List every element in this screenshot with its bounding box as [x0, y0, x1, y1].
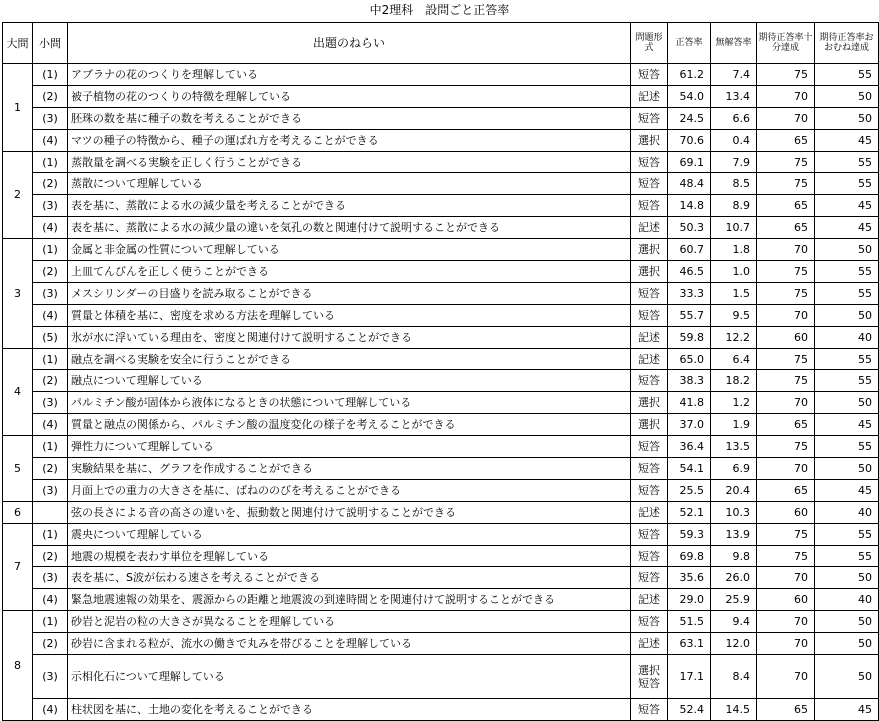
noanswer-rate-cell: 26.0: [711, 567, 757, 589]
expected-full-cell: 70: [757, 611, 815, 633]
noanswer-rate-cell: 18.2: [711, 370, 757, 392]
format-cell: 短答: [631, 151, 668, 173]
format-cell: 短答: [631, 436, 668, 458]
aim-cell: 上皿てんびんを正しく使うことができる: [68, 261, 631, 283]
table-row: [3, 545, 879, 567]
aim-cell: 実験結果を基に、グラフを作成することができる: [68, 458, 631, 480]
noanswer-rate-cell: 0.4: [711, 129, 757, 151]
correct-rate-cell: 41.8: [668, 392, 711, 414]
table-row: [3, 107, 879, 129]
shomon-cell: (2): [33, 261, 68, 283]
expected-mostly-cell: 40: [815, 501, 879, 523]
shomon-cell: (5): [33, 326, 68, 348]
noanswer-rate-cell: 13.9: [711, 523, 757, 545]
expected-mostly-cell: 45: [815, 129, 879, 151]
noanswer-rate-cell: 6.4: [711, 348, 757, 370]
noanswer-rate-cell: 9.5: [711, 304, 757, 326]
table-row: [3, 414, 879, 436]
expected-full-cell: 70: [757, 239, 815, 261]
expected-mostly-cell: 40: [815, 326, 879, 348]
expected-mostly-cell: 45: [815, 414, 879, 436]
format-cell: 短答: [631, 567, 668, 589]
expected-mostly-cell: 40: [815, 589, 879, 611]
shomon-cell: (2): [33, 458, 68, 480]
correct-rate-cell: 61.2: [668, 64, 711, 86]
shomon-cell: (1): [33, 611, 68, 633]
noanswer-rate-cell: 1.0: [711, 261, 757, 283]
noanswer-rate-cell: 25.9: [711, 589, 757, 611]
shomon-cell: [33, 501, 68, 523]
format-cell: 記述: [631, 348, 668, 370]
expected-mostly-cell: 55: [815, 348, 879, 370]
shomon-cell: (3): [33, 567, 68, 589]
expected-full-cell: 70: [757, 655, 815, 699]
shomon-cell: (4): [33, 414, 68, 436]
shomon-cell: (4): [33, 699, 68, 721]
expected-mostly-cell: 50: [815, 655, 879, 699]
correct-rate-cell: 54.1: [668, 458, 711, 480]
aim-cell: 質量と体積を基に、密度を求める方法を理解している: [68, 304, 631, 326]
daimon-cell: 2: [3, 151, 33, 239]
table-row: [3, 567, 879, 589]
table-row: [3, 129, 879, 151]
shomon-cell: (3): [33, 479, 68, 501]
aim-cell: 表を基に、蒸散による水の減少量を考えることができる: [68, 195, 631, 217]
noanswer-rate-cell: 13.4: [711, 85, 757, 107]
format-cell: 短答: [631, 458, 668, 480]
table-row: [3, 64, 879, 86]
correct-rate-cell: 35.6: [668, 567, 711, 589]
shomon-cell: (3): [33, 107, 68, 129]
table-row: [3, 370, 879, 392]
table-row: [3, 611, 879, 633]
expected-full-cell: 75: [757, 370, 815, 392]
page-title: 中2理科 設問ごと正答率: [369, 3, 510, 17]
format-cell: 短答: [631, 173, 668, 195]
expected-mostly-cell: 50: [815, 239, 879, 261]
expected-full-cell: 75: [757, 151, 815, 173]
table-body: [3, 64, 879, 721]
noanswer-rate-cell: 20.4: [711, 479, 757, 501]
format-cell: 短答: [631, 699, 668, 721]
table-row: [3, 699, 879, 721]
correct-rate-cell: 69.8: [668, 545, 711, 567]
correct-rate-cell: 14.8: [668, 195, 711, 217]
aim-cell: 砂岩に含まれる粒が、流水の働きで丸みを帯びることを理解している: [68, 633, 631, 655]
table-row: [3, 326, 879, 348]
correct-rate-cell: 48.4: [668, 173, 711, 195]
correct-rate-cell: 50.3: [668, 217, 711, 239]
expected-mostly-cell: 45: [815, 217, 879, 239]
aim-cell: 蒸散について理解している: [68, 173, 631, 195]
aim-cell: 胚珠の数を基に種子の数を考えることができる: [68, 107, 631, 129]
format-cell: 選択: [631, 392, 668, 414]
expected-mostly-cell: 50: [815, 392, 879, 414]
header-daimon: 大問: [3, 23, 33, 64]
correct-rate-cell: 70.6: [668, 129, 711, 151]
noanswer-rate-cell: 12.2: [711, 326, 757, 348]
results-table: [2, 22, 879, 721]
table-row: [3, 151, 879, 173]
daimon-cell: 6: [3, 501, 33, 523]
expected-mostly-cell: 45: [815, 479, 879, 501]
correct-rate-cell: 54.0: [668, 85, 711, 107]
aim-cell: アブラナの花のつくりを理解している: [68, 64, 631, 86]
expected-full-cell: 70: [757, 107, 815, 129]
expected-full-cell: 75: [757, 261, 815, 283]
daimon-cell: 3: [3, 239, 33, 348]
header-noanswer: 無解答率: [711, 23, 757, 64]
noanswer-rate-cell: 8.4: [711, 655, 757, 699]
expected-full-cell: 65: [757, 479, 815, 501]
format-cell: 選択 短答: [631, 655, 668, 699]
expected-full-cell: 70: [757, 633, 815, 655]
table-row: [3, 479, 879, 501]
table-row: [3, 633, 879, 655]
shomon-cell: (3): [33, 655, 68, 699]
correct-rate-cell: 63.1: [668, 633, 711, 655]
aim-cell: 弾性力について理解している: [68, 436, 631, 458]
shomon-cell: (1): [33, 64, 68, 86]
table-row: [3, 282, 879, 304]
shomon-cell: (3): [33, 195, 68, 217]
expected-mostly-cell: 50: [815, 107, 879, 129]
aim-cell: 融点を調べる実験を安全に行うことができる: [68, 348, 631, 370]
table-row: [3, 436, 879, 458]
aim-cell: 弦の長さによる音の高さの違いを、振動数と関連付けて説明することができる: [68, 501, 631, 523]
shomon-cell: (2): [33, 370, 68, 392]
noanswer-rate-cell: 7.9: [711, 151, 757, 173]
shomon-cell: (1): [33, 348, 68, 370]
aim-cell: 震央について理解している: [68, 523, 631, 545]
correct-rate-cell: 52.4: [668, 699, 711, 721]
noanswer-rate-cell: 9.8: [711, 545, 757, 567]
header-aim: 出題のねらい: [68, 23, 631, 64]
daimon-cell: 1: [3, 64, 33, 152]
table-row: [3, 589, 879, 611]
noanswer-rate-cell: 12.0: [711, 633, 757, 655]
header-exp-mostly: 期待正答率おおむね達成: [815, 23, 879, 64]
aim-cell: 蒸散量を調べる実験を正しく行うことができる: [68, 151, 631, 173]
shomon-cell: (2): [33, 173, 68, 195]
expected-full-cell: 65: [757, 699, 815, 721]
expected-full-cell: 65: [757, 195, 815, 217]
format-cell: 記述: [631, 217, 668, 239]
noanswer-rate-cell: 14.5: [711, 699, 757, 721]
table-row: [3, 523, 879, 545]
format-cell: 短答: [631, 107, 668, 129]
correct-rate-cell: 33.3: [668, 282, 711, 304]
format-cell: 短答: [631, 370, 668, 392]
noanswer-rate-cell: 9.4: [711, 611, 757, 633]
aim-cell: マツの種子の特徴から、種子の運ばれ方を考えることができる: [68, 129, 631, 151]
shomon-cell: (1): [33, 151, 68, 173]
expected-full-cell: 65: [757, 414, 815, 436]
aim-cell: 表を基に、蒸散による水の減少量の違いを気孔の数と関連付けて説明することができる: [68, 217, 631, 239]
expected-mostly-cell: 55: [815, 545, 879, 567]
shomon-cell: (1): [33, 239, 68, 261]
shomon-cell: (2): [33, 85, 68, 107]
shomon-cell: (4): [33, 217, 68, 239]
noanswer-rate-cell: 7.4: [711, 64, 757, 86]
correct-rate-cell: 38.3: [668, 370, 711, 392]
noanswer-rate-cell: 10.7: [711, 217, 757, 239]
expected-mostly-cell: 55: [815, 64, 879, 86]
aim-cell: 砂岩と泥岩の粒の大きさが異なることを理解している: [68, 611, 631, 633]
expected-full-cell: 75: [757, 64, 815, 86]
expected-full-cell: 75: [757, 282, 815, 304]
aim-cell: 緊急地震速報の効果を、震源からの距離と地震波の到達時間とを関連付けて説明することができる: [68, 589, 631, 611]
expected-mostly-cell: 50: [815, 633, 879, 655]
format-cell: 記述: [631, 589, 668, 611]
expected-mostly-cell: 55: [815, 261, 879, 283]
format-cell: 記述: [631, 501, 668, 523]
aim-cell: 氷が水に浮いている理由を、密度と関連付けて説明することができる: [68, 326, 631, 348]
noanswer-rate-cell: 6.6: [711, 107, 757, 129]
format-cell: 短答: [631, 195, 668, 217]
expected-full-cell: 60: [757, 589, 815, 611]
table-row: [3, 261, 879, 283]
shomon-cell: (1): [33, 523, 68, 545]
format-cell: 選択: [631, 414, 668, 436]
expected-full-cell: 65: [757, 129, 815, 151]
table-row: [3, 304, 879, 326]
expected-mostly-cell: 55: [815, 151, 879, 173]
expected-full-cell: 75: [757, 545, 815, 567]
noanswer-rate-cell: 1.9: [711, 414, 757, 436]
expected-full-cell: 70: [757, 304, 815, 326]
expected-mostly-cell: 55: [815, 523, 879, 545]
expected-mostly-cell: 55: [815, 282, 879, 304]
daimon-cell: 8: [3, 611, 33, 721]
expected-full-cell: 60: [757, 326, 815, 348]
header-exp-full: 期待正答率十分達成: [757, 23, 815, 64]
expected-full-cell: 75: [757, 523, 815, 545]
aim-cell: 質量と融点の関係から、パルミチン酸の温度変化の様子を考えることができる: [68, 414, 631, 436]
correct-rate-cell: 46.5: [668, 261, 711, 283]
table-row: [3, 392, 879, 414]
aim-cell: パルミチン酸が固体から液体になるときの状態について理解している: [68, 392, 631, 414]
noanswer-rate-cell: 1.2: [711, 392, 757, 414]
correct-rate-cell: 65.0: [668, 348, 711, 370]
correct-rate-cell: 60.7: [668, 239, 711, 261]
format-cell: 短答: [631, 282, 668, 304]
correct-rate-cell: 52.1: [668, 501, 711, 523]
expected-mostly-cell: 50: [815, 567, 879, 589]
aim-cell: 融点について理解している: [68, 370, 631, 392]
noanswer-rate-cell: 13.5: [711, 436, 757, 458]
expected-full-cell: 60: [757, 501, 815, 523]
expected-mostly-cell: 45: [815, 699, 879, 721]
shomon-cell: (3): [33, 282, 68, 304]
expected-full-cell: 70: [757, 567, 815, 589]
table-row: [3, 458, 879, 480]
expected-full-cell: 70: [757, 392, 815, 414]
format-cell: 短答: [631, 64, 668, 86]
correct-rate-cell: 24.5: [668, 107, 711, 129]
format-cell: 記述: [631, 633, 668, 655]
daimon-cell: 5: [3, 436, 33, 502]
format-cell: 短答: [631, 479, 668, 501]
header-row: [3, 23, 879, 64]
format-cell: 記述: [631, 326, 668, 348]
correct-rate-cell: 36.4: [668, 436, 711, 458]
aim-cell: 柱状図を基に、土地の変化を考えることができる: [68, 699, 631, 721]
expected-mostly-cell: 55: [815, 173, 879, 195]
expected-mostly-cell: 55: [815, 436, 879, 458]
expected-full-cell: 75: [757, 436, 815, 458]
table-row: [3, 195, 879, 217]
aim-cell: 被子植物の花のつくりの特徴を理解している: [68, 85, 631, 107]
daimon-cell: 4: [3, 348, 33, 436]
format-cell: 短答: [631, 304, 668, 326]
format-cell: 記述: [631, 85, 668, 107]
shomon-cell: (4): [33, 589, 68, 611]
shomon-cell: (4): [33, 304, 68, 326]
table-row: [3, 501, 879, 523]
noanswer-rate-cell: 8.9: [711, 195, 757, 217]
table-row: [3, 239, 879, 261]
correct-rate-cell: 51.5: [668, 611, 711, 633]
header-correct: 正答率: [668, 23, 711, 64]
header-format: 問題形式: [631, 23, 668, 64]
table-row: [3, 655, 879, 699]
noanswer-rate-cell: 6.9: [711, 458, 757, 480]
shomon-cell: (2): [33, 545, 68, 567]
expected-mostly-cell: 50: [815, 611, 879, 633]
format-cell: 短答: [631, 611, 668, 633]
format-cell: 選択: [631, 129, 668, 151]
correct-rate-cell: 29.0: [668, 589, 711, 611]
aim-cell: 地震の規模を表わす単位を理解している: [68, 545, 631, 567]
aim-cell: 月面上での重力の大きさを基に、ばねののびを考えることができる: [68, 479, 631, 501]
table-row: [3, 85, 879, 107]
correct-rate-cell: 55.7: [668, 304, 711, 326]
noanswer-rate-cell: 1.8: [711, 239, 757, 261]
daimon-cell: 7: [3, 523, 33, 611]
shomon-cell: (2): [33, 633, 68, 655]
format-cell: 短答: [631, 523, 668, 545]
noanswer-rate-cell: 1.5: [711, 282, 757, 304]
aim-cell: 示相化石について理解している: [68, 655, 631, 699]
expected-mostly-cell: 50: [815, 304, 879, 326]
table-row: [3, 217, 879, 239]
format-cell: 選択: [631, 239, 668, 261]
aim-cell: 金属と非金属の性質について理解している: [68, 239, 631, 261]
expected-full-cell: 70: [757, 458, 815, 480]
shomon-cell: (1): [33, 436, 68, 458]
format-cell: 短答: [631, 545, 668, 567]
expected-full-cell: 75: [757, 348, 815, 370]
correct-rate-cell: 25.5: [668, 479, 711, 501]
shomon-cell: (4): [33, 129, 68, 151]
format-cell: 選択: [631, 261, 668, 283]
expected-mostly-cell: 50: [815, 458, 879, 480]
table-row: [3, 173, 879, 195]
expected-mostly-cell: 45: [815, 195, 879, 217]
expected-full-cell: 65: [757, 217, 815, 239]
shomon-cell: (3): [33, 392, 68, 414]
correct-rate-cell: 17.1: [668, 655, 711, 699]
correct-rate-cell: 37.0: [668, 414, 711, 436]
correct-rate-cell: 69.1: [668, 151, 711, 173]
table-row: [3, 348, 879, 370]
noanswer-rate-cell: 10.3: [711, 501, 757, 523]
expected-mostly-cell: 50: [815, 85, 879, 107]
expected-full-cell: 70: [757, 85, 815, 107]
noanswer-rate-cell: 8.5: [711, 173, 757, 195]
header-shomon: 小問: [33, 23, 68, 64]
aim-cell: 表を基に、S波が伝わる速さを考えることができる: [68, 567, 631, 589]
correct-rate-cell: 59.3: [668, 523, 711, 545]
expected-full-cell: 75: [757, 173, 815, 195]
aim-cell: メスシリンダーの目盛りを読み取ることができる: [68, 282, 631, 304]
expected-mostly-cell: 55: [815, 370, 879, 392]
correct-rate-cell: 59.8: [668, 326, 711, 348]
